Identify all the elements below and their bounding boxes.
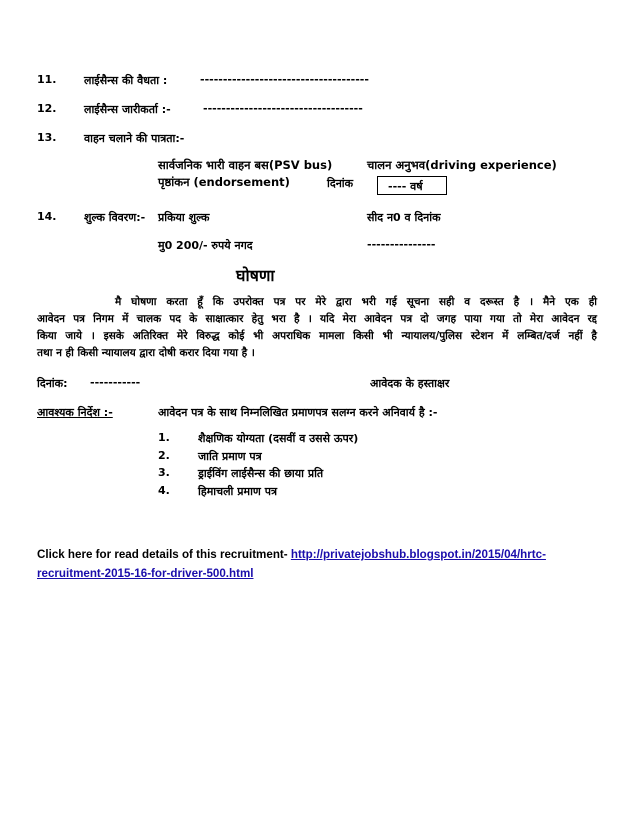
declaration-heading: घोषणा	[236, 266, 275, 285]
driving-eligibility-label: वाहन चलाने की पात्रता:-	[84, 132, 185, 145]
license-issuer-value: -----------------------------------	[203, 102, 363, 115]
declaration-text	[37, 294, 597, 362]
declaration-date-value: -----------	[90, 376, 141, 389]
item-12-number: 12.	[37, 102, 57, 115]
experience-years-value: ---- वर्ष	[388, 180, 423, 193]
recruitment-link-part-2: recruitment-2015-16-for-driver-500.html	[37, 567, 254, 580]
receipt-value: ---------------	[367, 238, 436, 251]
recruitment-link-part-1: http://privatejobshub.blogspot.in/2015/04/hrtc-	[290, 548, 546, 561]
certificate-item: हिमाचली प्रमाण पत्र	[198, 485, 278, 498]
endorsement-label: पृष्ठांकन (endorsement)	[158, 175, 290, 189]
certificate-item: ड्राईविंग लाईसैन्स की छाया प्रति	[198, 467, 324, 480]
certificate-item: जाति प्रमाण पत्र	[198, 450, 262, 463]
certificate-number: 3.	[158, 466, 170, 479]
receipt-label: सीद न0 व दिनांक	[367, 211, 441, 224]
license-validity-label: लाईसैन्स की वैधता :	[84, 74, 168, 87]
instructions-intro: आवेदन पत्र के साथ निम्नलिखित प्रमाणपत्र सलग्न करने अनिवार्य है :-	[158, 406, 438, 419]
declaration-line: किया जाये । इसके अतिरिक्त मेरे विरुद्ध कोई भी अपराधिक मामला किसी भी न्यायालय/पुलिस स्टेशन में लम्बित/दर्ज नहीं है	[37, 330, 597, 342]
declaration-date-label: दिनांक:	[37, 377, 68, 390]
declaration-line: मै घोषणा करता हूँ कि उपरोक्त पत्र पर मेरे द्वारा भरी गई सूचना सही व दरूस्त है । मैने एक ही	[115, 296, 597, 308]
item-14-number: 14.	[37, 210, 57, 223]
fee-amount: मु0 200/- रुपये नगद	[158, 239, 253, 252]
license-validity-value: -------------------------------------	[200, 73, 369, 86]
process-fee-label: प्रकिया शुल्क	[158, 211, 210, 224]
certificate-number: 4.	[158, 484, 170, 497]
item-11-number: 11.	[37, 73, 57, 86]
applicant-signature-label: आवेदक के हस्ताक्षर	[370, 377, 450, 390]
license-issuer-label: लाईसैन्स जारीकर्ता :-	[84, 103, 171, 116]
declaration-line: आवेदन पत्र निगम में चालक पद के साक्षात्कार हेतु भरा है । यदि मेरा आवेदन पत्र दो जगह पाया गया तो मेरा आवेदन रद्द	[37, 313, 597, 325]
certificate-number: 1.	[158, 431, 170, 444]
instructions-label: आवश्यक निर्देश :-	[37, 406, 113, 419]
certificate-number: 2.	[158, 449, 170, 462]
recruitment-details-paragraph	[37, 545, 617, 583]
fee-details-label: शुल्क विवरण:-	[84, 211, 146, 224]
psv-bus-label: सार्वजनिक भारी वाहन बस(PSV bus)	[158, 158, 333, 172]
declaration-line: तथा न ही किसी न्यायालय द्वारा दोषी करार दिया गया है ।	[37, 347, 255, 359]
recruitment-details-text: Click here for read details of this recruitment-	[37, 548, 288, 561]
item-13-number: 13.	[37, 131, 57, 144]
endorsement-date-label: दिनांक	[327, 177, 354, 190]
certificate-item: शैक्षणिक योग्यता (दसवीं व उससे ऊपर)	[198, 432, 359, 445]
driving-experience-label: चालन अनुभव(driving experience)	[367, 158, 557, 172]
